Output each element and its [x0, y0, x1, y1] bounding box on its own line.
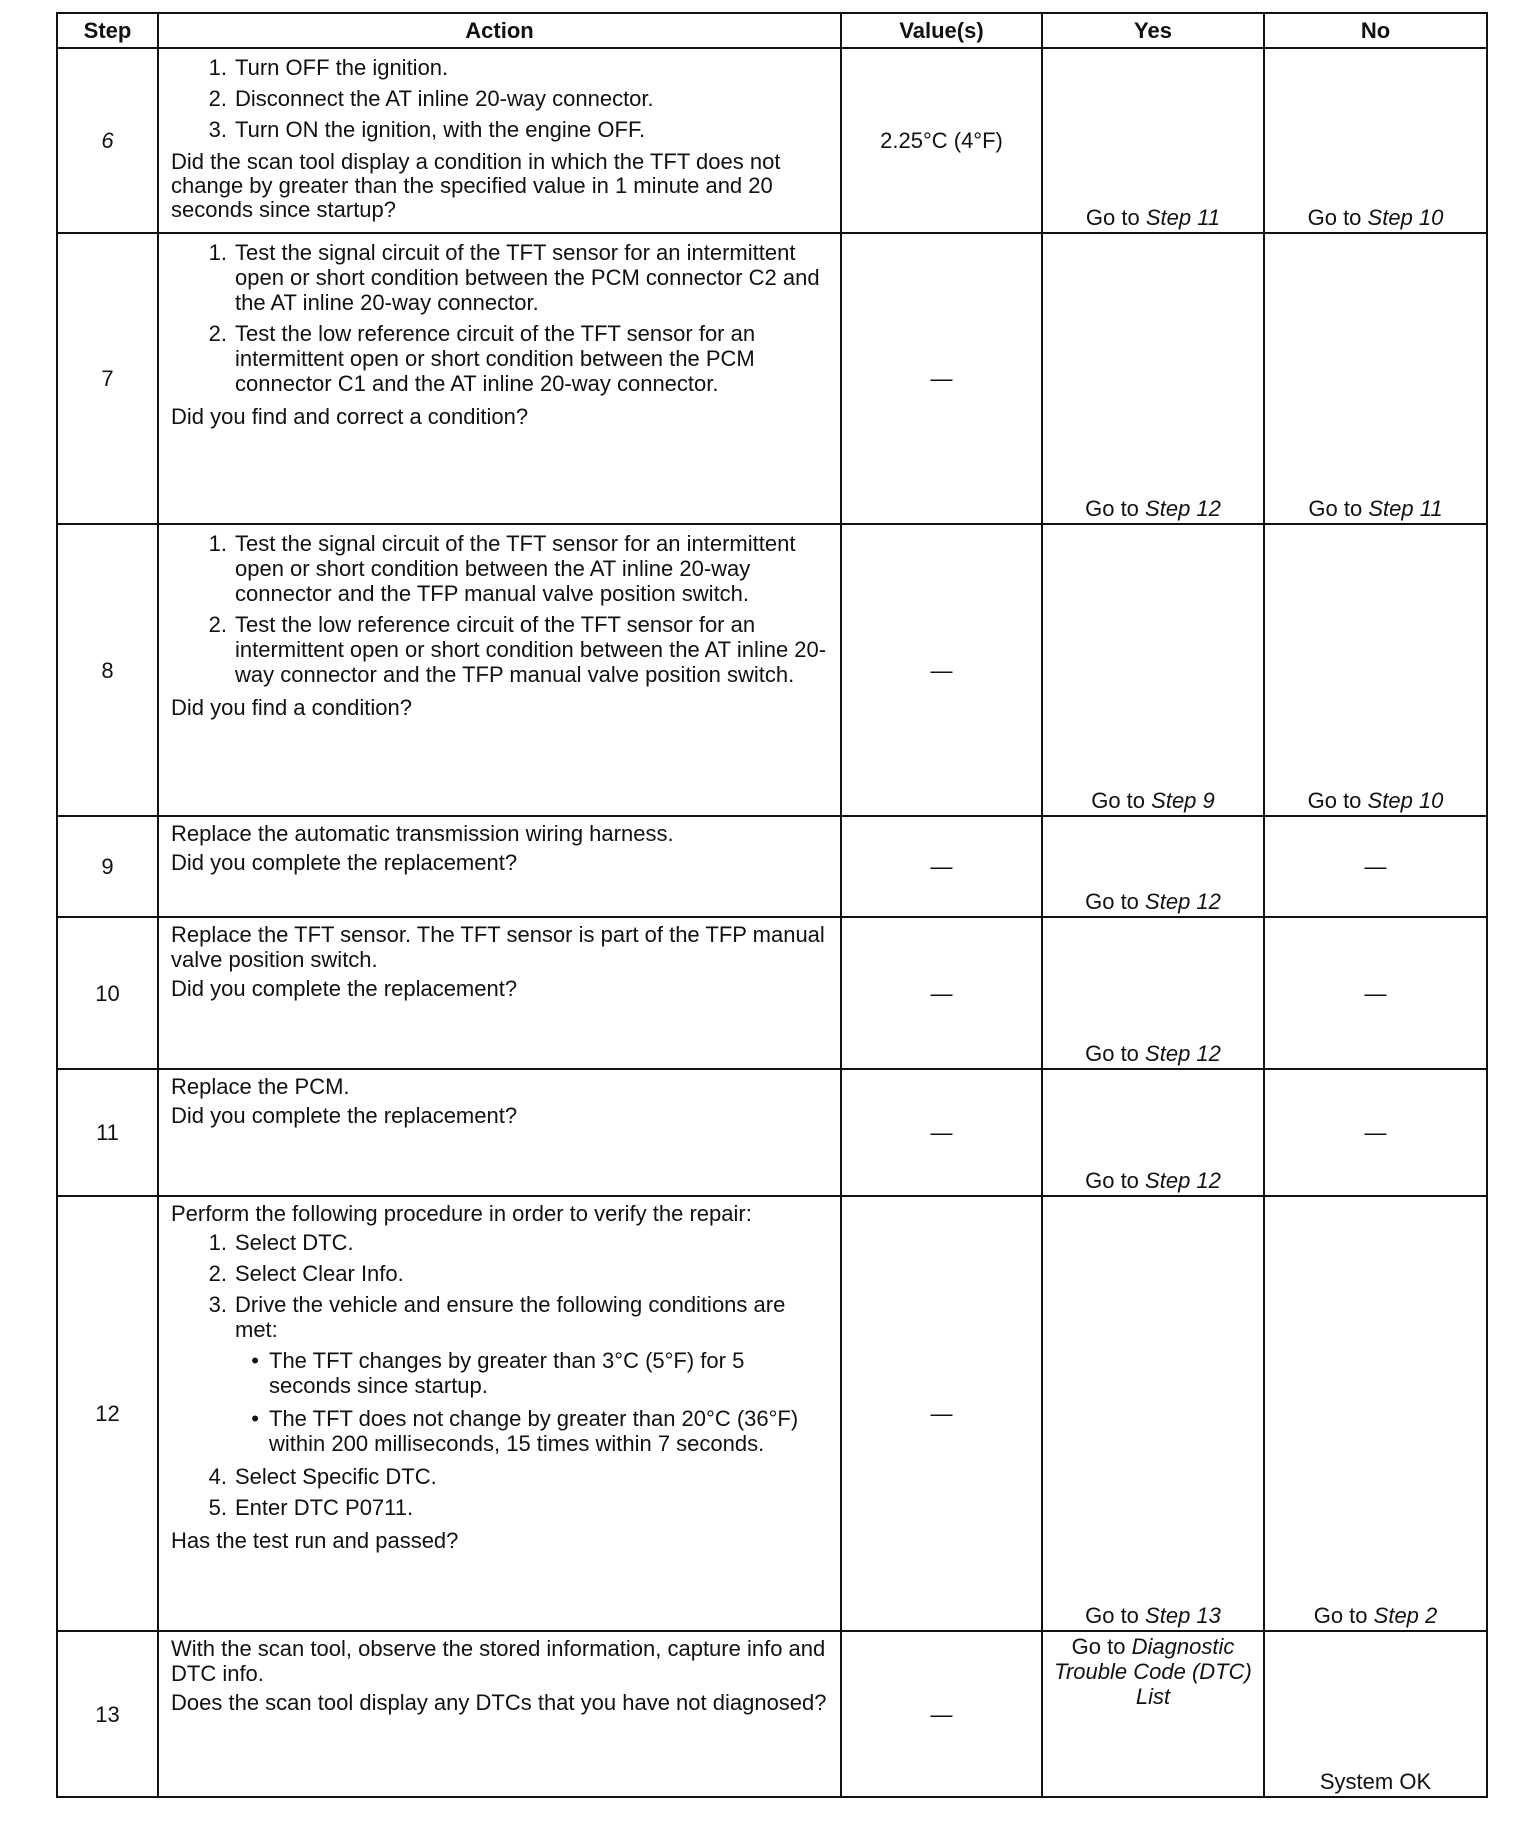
action-text: Replace the TFT sensor. The TFT sensor is part of the TFP manual valve position switch. [171, 922, 825, 972]
action-text: Replace the PCM. [171, 1074, 350, 1099]
list-item: 1. Select DTC. [208, 1230, 354, 1255]
step-number: 10 [57, 917, 158, 1069]
question: Did you complete the replacement? [171, 976, 518, 1001]
list-item: 2. Test the low reference circuit of the TFT sensor for an intermittent open or short condition between the PCM connector C1 and the AT inline 20-way connector. [208, 321, 756, 396]
no-cell: — [1264, 917, 1487, 1069]
step-number: 9 [57, 816, 158, 917]
question: Has the test run and passed? [171, 1528, 459, 1553]
yes-cell[interactable]: Go to Diagnostic Trouble Code (DTC) List [1042, 1631, 1264, 1797]
action-cell [158, 917, 841, 1069]
action-cell [158, 233, 841, 524]
step-number: 8 [57, 524, 158, 816]
list-item: 1. Turn OFF the ignition. [208, 55, 449, 80]
value-cell: — [841, 917, 1042, 1069]
question: Does the scan tool display any DTCs that you have not diagnosed? [171, 1690, 827, 1715]
step-number: 13 [57, 1631, 158, 1797]
no-cell[interactable]: Go to Step 10 [1264, 524, 1487, 816]
no-cell: System OK [1264, 1631, 1487, 1797]
action-cell [158, 48, 841, 233]
no-cell: — [1264, 1069, 1487, 1196]
table-row [57, 524, 1487, 816]
step-number: 11 [57, 1069, 158, 1196]
no-cell: — [1264, 816, 1487, 917]
table-row [57, 233, 1487, 524]
table-row [57, 1196, 1487, 1631]
value-cell: 2.25°C (4°F) [841, 48, 1042, 233]
question: Did you find a condition? [171, 695, 412, 720]
question: Did you find and correct a condition? [171, 404, 529, 429]
value-cell: — [841, 1196, 1042, 1631]
header-values: Value(s) [841, 13, 1042, 48]
list-item: 2. Select Clear Info. [208, 1261, 404, 1286]
table-row [57, 1069, 1487, 1196]
yes-cell[interactable]: Go to Step 12 [1042, 816, 1264, 917]
table-row [57, 1631, 1487, 1797]
step-number: 12 [57, 1196, 158, 1631]
action-cell [158, 816, 841, 917]
list-item: 5. Enter DTC P0711. [208, 1495, 414, 1520]
table-row [57, 48, 1487, 233]
value-cell: — [841, 1069, 1042, 1196]
action-cell [158, 1196, 841, 1631]
header-yes: Yes [1042, 13, 1264, 48]
list-item: 1. Test the signal circuit of the TFT sensor for an intermittent open or short condition between the PCM connector C2 and the AT inline 20-way connector. [208, 240, 820, 315]
bullet-item: • The TFT changes by greater than 3°C (5°F) for 5 seconds since startup. [251, 1348, 745, 1398]
bullet-item: • The TFT does not change by greater than 20°C (36°F) within 200 milliseconds, 15 times within 7 seconds. [251, 1406, 799, 1456]
question: Did you complete the replacement? [171, 850, 518, 875]
yes-cell[interactable]: Go to Step 12 [1042, 1069, 1264, 1196]
value-cell: — [841, 524, 1042, 816]
yes-cell[interactable]: Go to Step 12 [1042, 233, 1264, 524]
list-item: 2. Test the low reference circuit of the TFT sensor for an intermittent open or short condition between the AT inline 20-way connector and the TFP manual valve position switch. [208, 612, 827, 687]
diagnostic-table [56, 12, 1488, 1798]
list-item: 1. Test the signal circuit of the TFT sensor for an intermittent open or short condition between the AT inline 20-way connector and the TFP manual valve position switch. [208, 531, 796, 606]
action-cell [158, 1069, 841, 1196]
action-text: Perform the following procedure in order to verify the repair: [171, 1201, 752, 1226]
no-cell[interactable]: Go to Step 11 [1264, 233, 1487, 524]
yes-cell[interactable]: Go to Step 13 [1042, 1196, 1264, 1631]
yes-cell[interactable]: Go to Step 12 [1042, 917, 1264, 1069]
step-number: 6 [57, 48, 158, 233]
yes-cell[interactable]: Go to Step 9 [1042, 524, 1264, 816]
table-row [57, 917, 1487, 1069]
action-cell [158, 524, 841, 816]
table-row [57, 816, 1487, 917]
action-cell [158, 1631, 841, 1797]
header-row [57, 13, 1487, 48]
list-item: 4. Select Specific DTC. [208, 1464, 437, 1489]
yes-cell[interactable]: Go to Step 11 [1042, 48, 1264, 233]
header-step: Step [57, 13, 158, 48]
action-text: Replace the automatic transmission wiring harness. [171, 821, 674, 846]
no-cell[interactable]: Go to Step 2 [1264, 1196, 1487, 1631]
value-cell: — [841, 233, 1042, 524]
list-item: 3. Drive the vehicle and ensure the following conditions are met: [208, 1292, 786, 1342]
value-cell: — [841, 816, 1042, 917]
question: Did you complete the replacement? [171, 1103, 518, 1128]
header-action: Action [158, 13, 841, 48]
list-item: 2. Disconnect the AT inline 20-way connector. [208, 86, 654, 111]
list-item: 3. Turn ON the ignition, with the engine OFF. [208, 117, 646, 142]
no-cell[interactable]: Go to Step 10 [1264, 48, 1487, 233]
action-text: With the scan tool, observe the stored information, capture info and DTC info. [171, 1636, 826, 1686]
header-no: No [1264, 13, 1487, 48]
question: Did the scan tool display a condition in which the TFT does not change by greater than the specified value in 1 minute and 20 seconds since startup? [171, 149, 781, 222]
value-cell: — [841, 1631, 1042, 1797]
step-number: 7 [57, 233, 158, 524]
